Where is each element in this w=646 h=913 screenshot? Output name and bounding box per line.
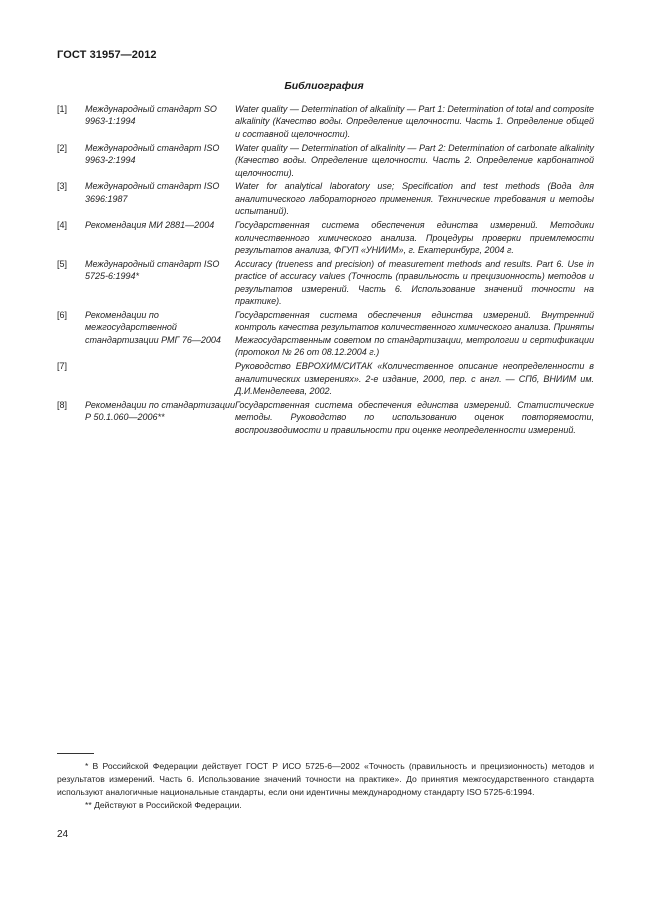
- bib-entry-source: [85, 360, 235, 397]
- bib-entry-description: Государственная система обеспечения единства измерений. Методики количественного химического анализа. Процедуры проверки приемлемости результатов анализа, ФГУП «УНИИМ», г. Екатеринбург, 2004 г.: [235, 220, 594, 255]
- bib-entry-number: [2]: [57, 142, 68, 153]
- bib-entry-description: Water quality — Determination of alkalinity — Part 1: Determination of total and composite alkalinity (Качество воды. Определение щелочности. Часть 1. Определение общей и составной щелочности).: [235, 104, 594, 139]
- bib-entry-description: Water quality — Determination of alkalinity — Part 2: Determination of carbonate alkalinity (Качество воды. Определение щелочности. Часть 2. Определение карбонатной щелочности).: [235, 142, 594, 178]
- bib-entry: [57, 142, 594, 179]
- bib-entry-number: [3]: [57, 181, 68, 192]
- bib-entry-number: [8]: [57, 399, 68, 410]
- bib-entry-number: [5]: [57, 258, 68, 269]
- bibliography-list: [57, 103, 594, 438]
- page-number: 24: [57, 829, 69, 840]
- bib-entry: [57, 103, 594, 140]
- bib-entry-description: Accuracy (trueness and precision) of measurement methods and results. Part 6. Use in practice of accuracy values (Точность (правильность и прецизионность) методов и результатов измерений. Часть 6. Использование значений точности на практике).: [235, 258, 594, 307]
- bib-entry-source: Рекомендация МИ 2881—2004: [85, 220, 215, 231]
- bib-entry-description: Руководство ЕВРОХИМ/СИТАК «Количественное описание неопределенности в аналитических измерениях». 2-е издание, 2000, пер. с англ. — СПб, ВНИИМ им. Д.И.Менделеева, 2002.: [235, 361, 594, 396]
- footnote-divider: [57, 753, 94, 754]
- bib-entry-source: Международный стандарт ISO 5725-6:1994*: [85, 258, 220, 282]
- bib-entry-source: Международный стандарт ISO 9963-2:1994: [85, 142, 220, 166]
- bib-entry-source: Рекомендации по стандартизации Р 50.1.060—2006**: [85, 399, 235, 423]
- bib-entry-number: [4]: [57, 220, 68, 231]
- footnote: * В Российской Федерации действует ГОСТ Р ИСО 5725-6—2002 «Точность (правильность и прецизионность) методов и результатов измерений. Часть 6. Использование значений точности на практике». До принятия межгосударственного стандарта используют аналогичные национальные стандарты, если они идентичны международному стандарту ISO 5725-6:1994.: [57, 761, 594, 797]
- bib-entry-number: [1]: [57, 104, 68, 114]
- bib-entry-description: Water for analytical laboratory use; Specification and test methods (Вода для аналитического лабораторного применения. Технические требования и методы испытаний).: [235, 181, 594, 217]
- bib-entry-description: Государственная система обеспечения единства измерений. Внутренний контроль качества результатов количественного химического анализа. Приняты Межгосударственным советом по стандартизации, метрологии и сертификации (протокол № 26 от 08.12.2004 г.): [235, 310, 594, 358]
- bib-entry: [57, 180, 594, 217]
- bib-entry: [57, 309, 594, 359]
- bib-entry: [57, 219, 594, 256]
- bib-entry-source: Рекомендации по межгосударственной стандартизации РМГ 76—2004: [85, 310, 221, 345]
- bibliography-title: Библиография: [284, 80, 364, 92]
- footnotes: [57, 760, 594, 812]
- bib-entry-number: [7]: [57, 361, 68, 372]
- bib-entry-source: Международный стандарт ISO 3696:1987: [85, 181, 220, 204]
- bib-entry-number: [6]: [57, 310, 68, 320]
- bib-entry: [57, 399, 594, 436]
- document-header: ГОСТ 31957—2012: [57, 49, 157, 61]
- bib-entry-description: Государственная система обеспечения единства измерений. Статистические методы. Руководство по использованию оценок повторяемости, воспроизводимости и правильности при оценке неопределенности измерений.: [235, 399, 594, 435]
- bib-entry-source: Международный стандарт SO 9963-1:1994: [85, 104, 217, 127]
- footnote: ** Действуют в Российской Федерации.: [85, 800, 242, 810]
- bib-entry: [57, 258, 594, 308]
- bib-entry: [57, 360, 594, 397]
